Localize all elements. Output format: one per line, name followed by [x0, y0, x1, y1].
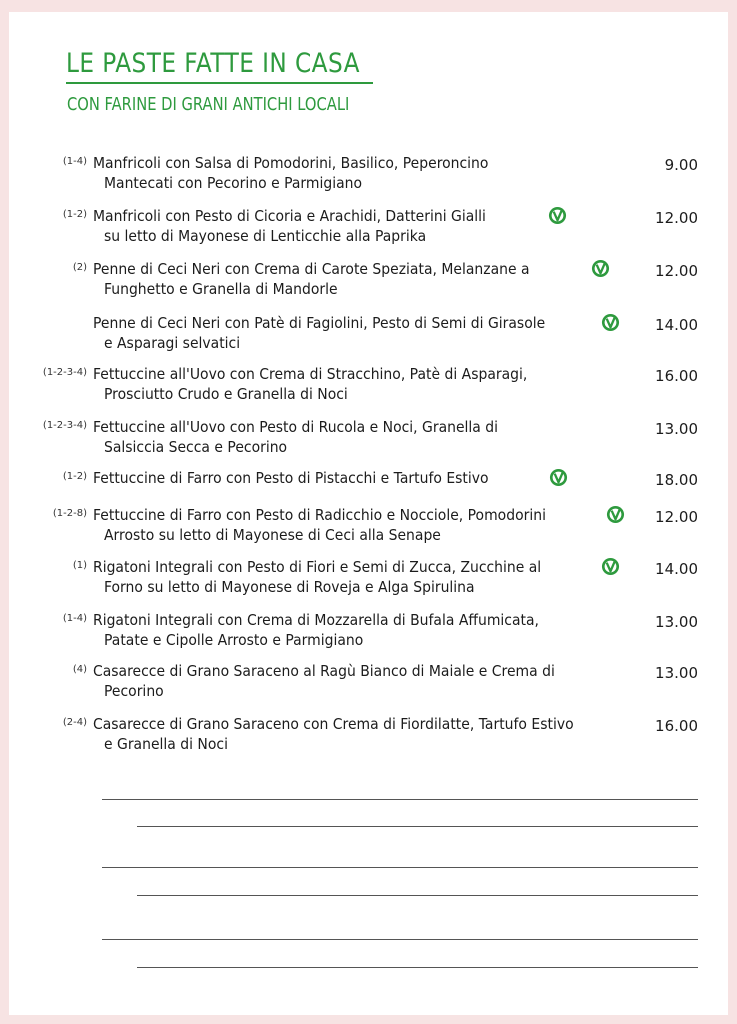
menu-item: [9, 314, 728, 362]
dish-description-line-2: Pecorino: [104, 682, 164, 700]
dish-description-line-2: Mantecati con Pecorino e Parmigiano: [104, 174, 363, 192]
vegan-leaf-icon: [549, 468, 568, 487]
menu-item: [9, 715, 728, 763]
menu-item: [9, 365, 728, 413]
dish-description-line-1: Fettuccine di Farro con Pesto di Radicchio e Nocciole, Pomodorini: [93, 506, 546, 524]
menu-item: [9, 558, 728, 606]
allergen-codes: (1-4): [62, 613, 87, 624]
dish-description-line-1: Fettuccine di Farro con Pesto di Pistacchi e Tartufo Estivo: [93, 469, 489, 487]
vegan-leaf-icon: [601, 557, 620, 576]
dish-price: 18.00: [655, 471, 698, 489]
dish-description-line-1: Manfricoli con Salsa di Pomodorini, Basilico, Peperoncino: [93, 154, 489, 172]
allergen-codes: (1): [72, 560, 87, 571]
dish-description-line-1: Rigatoni Integrali con Pesto di Fiori e Semi di Zucca, Zucchine al: [93, 558, 542, 576]
dish-price: 13.00: [655, 664, 698, 682]
blank-write-in-line: [102, 799, 698, 800]
dish-description-line-2: e Asparagi selvatici: [104, 334, 241, 352]
dish-description-line-1: Casarecce di Grano Saraceno con Crema di Fiordilatte, Tartufo Estivo: [93, 715, 574, 733]
allergen-codes: (2): [72, 262, 87, 273]
allergen-codes: (1-2-3-4): [42, 367, 87, 378]
allergen-codes: (1-4): [62, 156, 87, 167]
menu-page: [9, 12, 728, 1015]
blank-write-in-line: [137, 967, 698, 968]
vegan-leaf-icon: [606, 505, 625, 524]
allergen-codes: (2-4): [62, 717, 87, 728]
dish-description-line-1: Rigatoni Integrali con Crema di Mozzarella di Bufala Affumicata,: [93, 611, 539, 629]
dish-description-line-1: Manfricoli con Pesto di Cicoria e Arachidi, Datterini Gialli: [93, 207, 486, 225]
blank-write-in-line: [137, 826, 698, 827]
menu-item: [9, 207, 728, 255]
dish-description-line-2: Salsiccia Secca e Pecorino: [104, 438, 288, 456]
dish-description-line-1: Penne di Ceci Neri con Crema di Carote Speziata, Melanzane a: [93, 260, 530, 278]
dish-price: 12.00: [655, 209, 698, 227]
dish-price: 12.00: [655, 262, 698, 280]
menu-item: [9, 611, 728, 659]
vegan-leaf-icon: [601, 313, 620, 332]
dish-description-line-1: Fettuccine all'Uovo con Pesto di Rucola e Noci, Granella di: [93, 418, 499, 436]
dish-description-line-2: Funghetto e Granella di Mandorle: [104, 280, 338, 298]
dish-price: 9.00: [664, 156, 698, 174]
allergen-codes: (1-2-8): [52, 508, 87, 519]
menu-item: [9, 506, 728, 554]
allergen-codes: (4): [72, 664, 87, 675]
dish-description-line-1: Penne di Ceci Neri con Patè di Fagiolini, Pesto di Semi di Girasole: [93, 314, 546, 332]
dish-price: 12.00: [655, 508, 698, 526]
menu-title: LE PASTE FATTE IN CASA: [66, 48, 360, 79]
title-underline: [66, 82, 373, 84]
dish-description-line-2: Patate e Cipolle Arrosto e Parmigiano: [104, 631, 364, 649]
menu-item: [9, 662, 728, 710]
blank-write-in-line: [137, 895, 698, 896]
dish-price: 13.00: [655, 420, 698, 438]
allergen-codes: (1-2): [62, 209, 87, 220]
dish-price: 16.00: [655, 717, 698, 735]
allergen-codes: (1-2): [62, 471, 87, 482]
blank-write-in-line: [102, 867, 698, 868]
dish-price: 16.00: [655, 367, 698, 385]
dish-description-line-1: Casarecce di Grano Saraceno al Ragù Bianco di Maiale e Crema di: [93, 662, 555, 680]
dish-price: 14.00: [655, 316, 698, 334]
dish-description-line-2: Prosciutto Crudo e Granella di Noci: [104, 385, 348, 403]
menu-item: [9, 260, 728, 308]
menu-subtitle: CON FARINE DI GRANI ANTICHI LOCALI: [67, 95, 350, 115]
menu-item: [9, 418, 728, 466]
dish-price: 13.00: [655, 613, 698, 631]
menu-item: [9, 154, 728, 202]
dish-description-line-2: Forno su letto di Mayonese di Roveja e Alga Spirulina: [104, 578, 475, 596]
vegan-leaf-icon: [591, 259, 610, 278]
blank-write-in-line: [102, 939, 698, 940]
dish-description-line-2: e Granella di Noci: [104, 735, 228, 753]
dish-description-line-2: Arrosto su letto di Mayonese di Ceci alla Senape: [104, 526, 441, 544]
vegan-leaf-icon: [548, 206, 567, 225]
allergen-codes: (1-2-3-4): [42, 420, 87, 431]
dish-description-line-1: Fettuccine all'Uovo con Crema di Stracchino, Patè di Asparagi,: [93, 365, 528, 383]
dish-price: 14.00: [655, 560, 698, 578]
dish-description-line-2: su letto di Mayonese di Lenticchie alla Paprika: [104, 227, 427, 245]
